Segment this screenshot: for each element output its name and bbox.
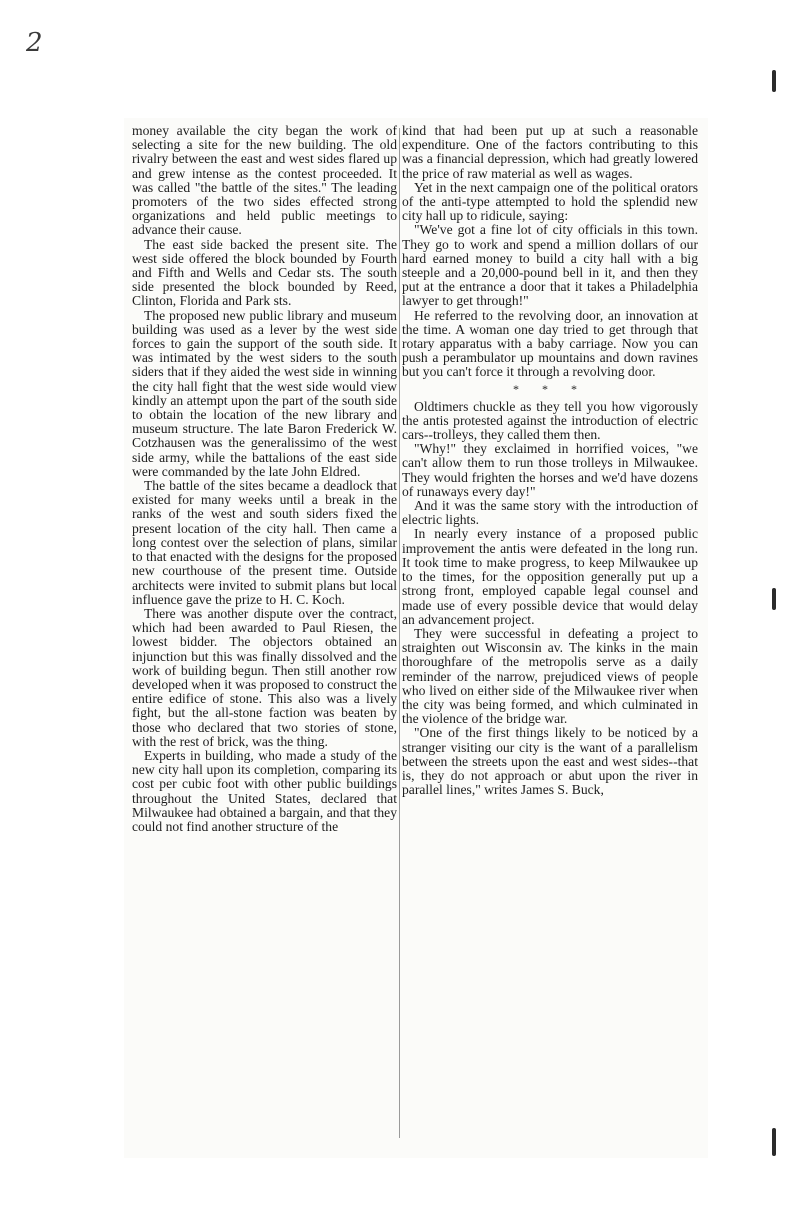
paragraph: The east side backed the present site. The west side offered the block bounded by Fourth and Fifth and Wells and Cedar sts. The south side presented the block bounded by Reed, Clinton, Florida and Park sts. bbox=[132, 236, 397, 309]
article-right-column bbox=[402, 124, 698, 797]
paragraph: Yet in the next campaign one of the political orators of the anti-type attempted to hold the splendid new city hall up to ridicule, saying: bbox=[402, 179, 698, 224]
paragraph: In nearly every instance of a proposed public improvement the antis were defeated in the long run. It took time to make progress, to keep Milwaukee up to the times, for the opposition generally put up a strong front, employed capable legal counsel and made use of every possible device that would delay an advancement project. bbox=[402, 526, 698, 627]
paragraph: He referred to the revolving door, an innovation at the time. A woman one day tried to get through that rotary apparatus with a baby carriage. Now you can push a perambulator up mountains and down ravines but you can't force it through a revolving door. bbox=[402, 307, 698, 380]
paragraph: kind that had been put up at such a reasonable expenditure. One of the factors contributing to this was a financial depression, which had greatly lowered the price of raw material as well as wages. bbox=[402, 123, 698, 181]
page-number: 2 bbox=[26, 28, 43, 58]
scan-edge-mark bbox=[772, 1128, 776, 1156]
paragraph: The battle of the sites became a deadlock that existed for many weeks until a break in the ranks of the west and south siders fixed the present location of the city hall. Then came a long contest over the selection of plans, similar to that enacted with the designs for the proposed new courthouse of the present time. Outside architects were invited to submit plans but local influence gave the prize to H. C. Koch. bbox=[132, 478, 397, 607]
paragraph: money available the city began the work of selecting a site for the new building. The old rivalry between the east and west sides flared up and grew intense as the contest proceeded. It was called "the battle of the sites." The leading promoters of the two sides effected strong organizations and held public meetings to advance their cause. bbox=[132, 123, 397, 238]
scan-edge-mark bbox=[772, 588, 776, 610]
paragraph: There was another dispute over the contract, which had been awarded to Paul Riesen, the lowest bidder. The objectors obtained an injunction but this was finally dissolved and the work of building begun. Then still another row developed when it was proposed to construct the entire edifice of stone. This also was a lively fight, but the all-stone faction was beaten by those who declared that two stories of stone, with the rest of brick, was the thing. bbox=[132, 605, 397, 749]
column-rule bbox=[399, 128, 400, 1138]
paragraph: Oldtimers chuckle as they tell you how vigorously the antis protested against the introduction of electric cars--trolleys, they called them then. bbox=[402, 398, 698, 443]
paragraph: And it was the same story with the introduction of electric lights. bbox=[402, 498, 698, 528]
paragraph: "Why!" they exclaimed in horrified voices, "we can't allow them to run those trolleys in Milwaukee. They would frighten the horses and we'd have dozens of runaways every day!" bbox=[402, 441, 698, 499]
paragraph: Experts in building, who made a study of the new city hall upon its completion, comparing its cost per cubic foot with other public buildings throughout the United States, declared that Milwaukee had obtained a bargain, and that they could not find another structure of the bbox=[132, 747, 397, 834]
paragraph: They were successful in defeating a project to straighten out Wisconsin av. The kinks in the main thoroughfare of the metropolis serve as a daily reminder of the narrow, prejudiced views of people who lived on either side of the Milwaukee river when the city was being formed, and which culminated in the violence of the bridge war. bbox=[402, 625, 698, 727]
section-divider: * * * bbox=[513, 381, 587, 396]
paragraph: "We've got a fine lot of city officials in this town. They go to work and spend a million dollars of our hard earned money to build a city hall with a big steeple and a 20,000-pound bell in it, and then they put at the entrance a door that it takes a Philadelphia lawyer to get through!" bbox=[402, 222, 698, 309]
paragraph: The proposed new public library and museum building was used as a lever by the west side forces to gain the support of the south side. It was intimated by the west siders to the south siders that if they aided the west side in winning the city hall fight that the west side would view kindly an attempt upon the part of the south side to obtain the location of the new library and museum structure. The late Baron Frederick W. Cotzhausen was the generalissimo of the west side army, while the battalions of the east side were commanded by the late John Eldred. bbox=[132, 307, 397, 479]
paragraph: "One of the first things likely to be noticed by a stranger visiting our city is the want of a parallelism between the streets upon the east and west sides--that is, they do not approach or abut upon the river in parallel lines," writes James S. Buck, bbox=[402, 725, 698, 798]
scan-edge-mark bbox=[772, 70, 776, 92]
article-left-column bbox=[132, 124, 397, 834]
